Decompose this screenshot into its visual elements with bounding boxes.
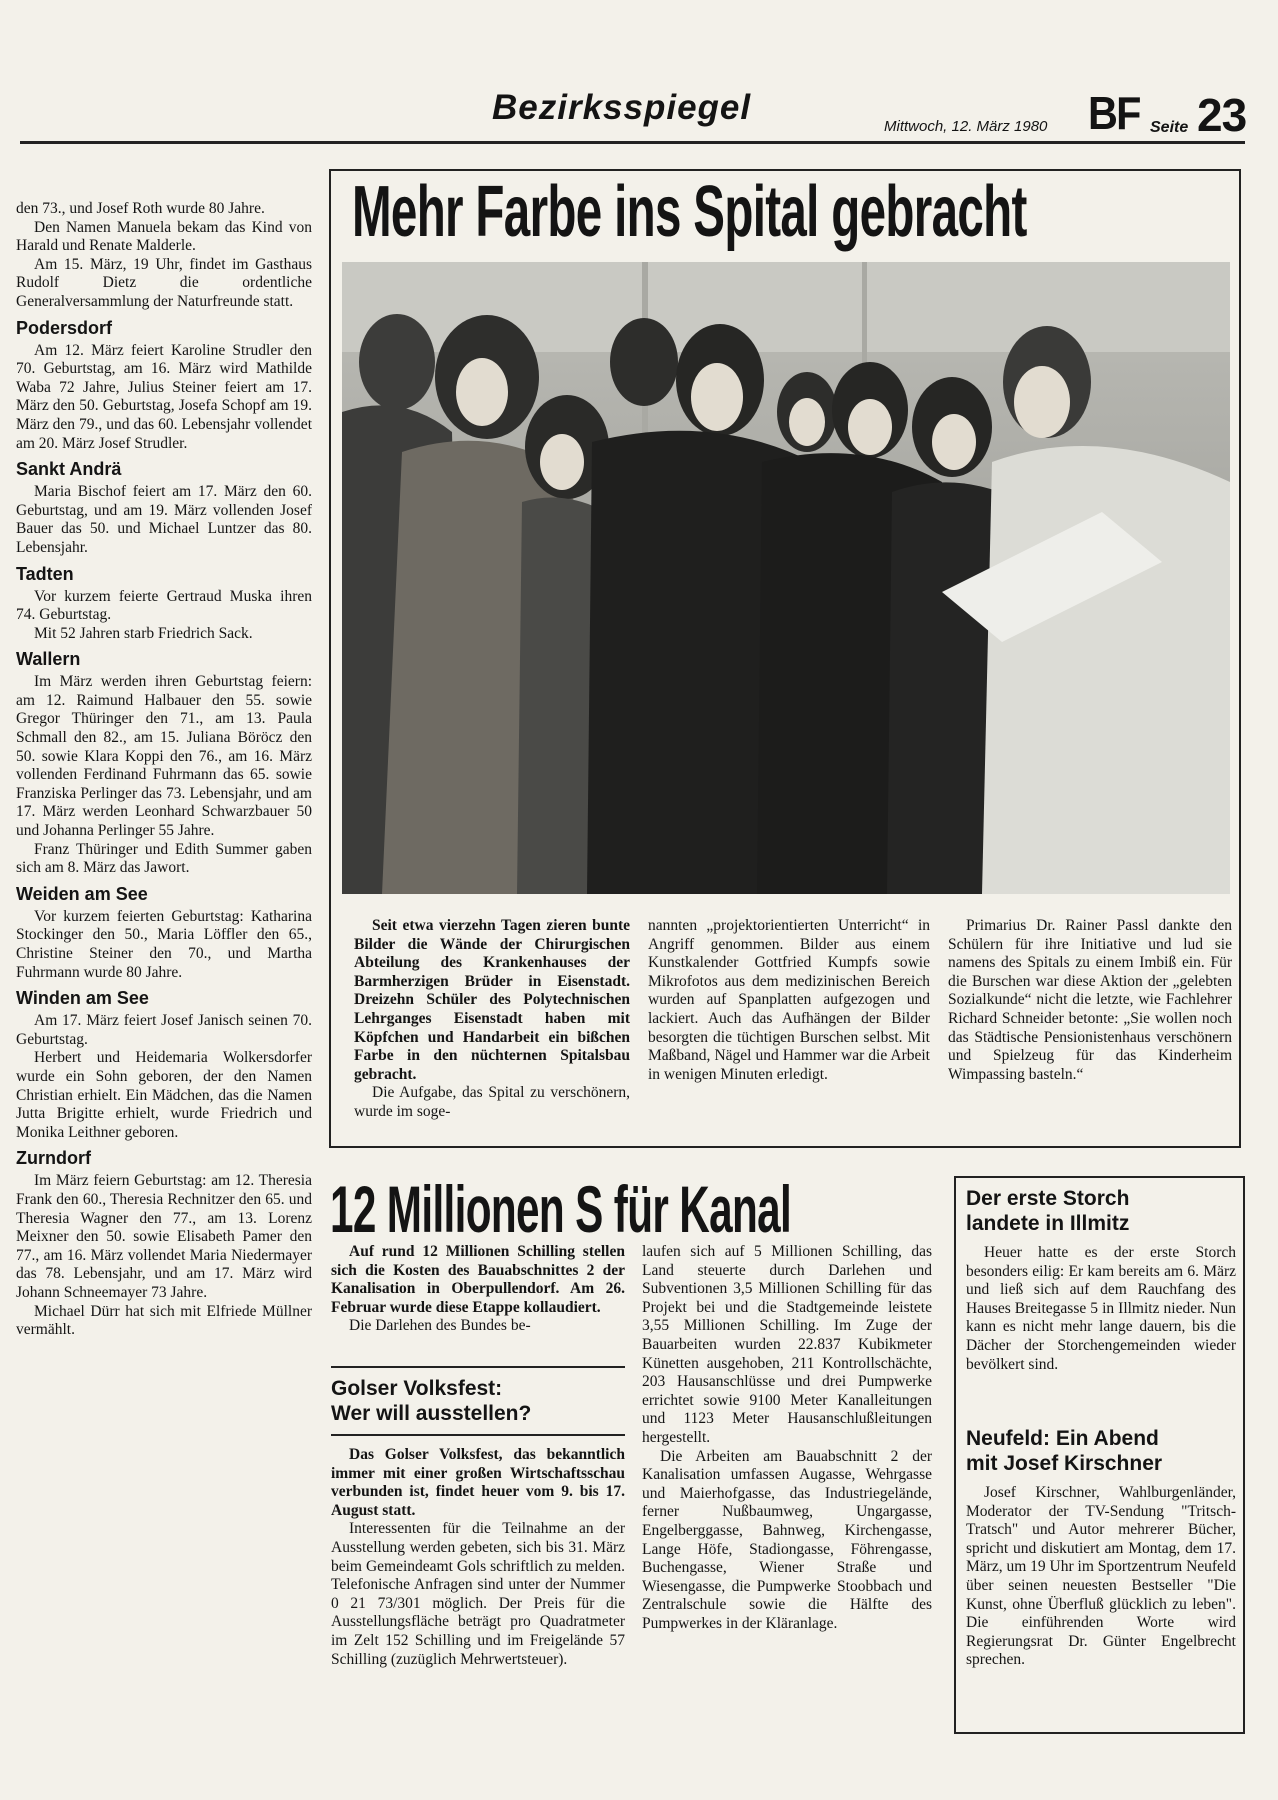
volksfest-headline-rule — [331, 1434, 625, 1436]
tadten-paragraph: Vor kurzem feierte Gertraud Muska ihren 74. Geburtstag. — [16, 587, 312, 624]
group-photo-icon — [342, 262, 1230, 894]
zurndorf-paragraph: Michael Dürr hat sich mit Elfriede Müllner vermählt. — [16, 1302, 312, 1339]
spital-lead: Seit etwa vierzehn Tagen zieren bunte Bilder die Wände der Chirurgischen Abteilung des Krankenhauses der Barmherzigen Brüder in Eisenstadt. Dreizehn Schüler des Polytechnischen Lehrganges Eisenstadt haben mit Köpfchen und Handarbeit ein bißchen Farbe in den nüchternen Spitalsbau gebracht. — [354, 917, 630, 1083]
kanal-column-1 — [331, 1243, 625, 1353]
kanal-body: Die Arbeiten am Bauabschnitt 2 der Kanalisation umfassen Augasse, Wehrgasse und Maierhofgasse, das Industriegelände, ferner Nußbaumweg, Ungargasse, Engelberggasse, Bahnweg, Kirchengasse, Lange Höfe, Stadiongasse, Föhrengasse, Buchengasse, Wiener Straße und Wiesengasse, die Pumpwerke Stoobbach und Zentralschule sowie die Hälfte des Pumpwerkes in der Kläranlage. — [642, 1447, 932, 1632]
subhead-weiden: Weiden am See — [16, 883, 148, 904]
neufeld-headline: Neufeld: Ein Abend mit Josef Kirschner — [966, 1427, 1163, 1475]
spital-body: Primarius Dr. Rainer Passl dankte den Schülern für ihre Initiative und lud sie namens des Spitals zu einem Imbiß ein. Für die Burschen war diese Aktion der „gelebten Sozialkunde“ nicht die letzte, wie Fachlehrer Richard Schneider betonte: „Sie wollen noch das Städtische Pensionistenhaus verschönern und Spielzeug für das Kinderheim Wimpassing basteln.“ — [948, 917, 1232, 1083]
intro-paragraph: den 73., und Josef Roth wurde 80 Jahre. — [16, 200, 265, 217]
subhead-sankt-andrae: Sankt Andrä — [16, 459, 122, 480]
neufeld-article — [966, 1426, 1236, 1726]
volksfest-top-rule — [331, 1366, 625, 1368]
subhead-tadten: Tadten — [16, 563, 74, 584]
storch-article — [966, 1186, 1236, 1416]
tadten-paragraph: Mit 52 Jahren starb Friedrich Sack. — [34, 624, 253, 642]
spital-body: Die Aufgabe, das Spital zu verschönern, wurde im soge- — [354, 1084, 630, 1120]
spital-column-2 — [648, 917, 930, 1137]
zurndorf-paragraph: Im März feiern Geburtstag: am 12. Theresia Frank den 60., Theresia Rechnitzer den 65. und Theresia Wagner den 77., am 13. Lorenz Meixner den 50. sowie Elisabeth Pamer den 77., am 16. März vollendet Maria Niedermayer das 78. Lebensjahr, und am 17. März wird Johann Schneemayer 73 Jahre. — [16, 1172, 312, 1301]
intro-paragraph: Am 15. März, 19 Uhr, findet im Gasthaus Rudolf Dietz die ordentliche Generalversammlung der Naturfreunde statt. — [16, 255, 312, 310]
subhead-winden: Winden am See — [16, 988, 149, 1009]
sankt-andrae-paragraph: Maria Bischof feiert am 17. März den 60. Geburtstag, und am 19. März vollenden Josef Bauer das 50. und Michael Luntzer das 80. Lebensjahr. — [16, 483, 312, 556]
storch-headline: Der erste Storch landete in Illmitz — [966, 1187, 1130, 1235]
wallern-paragraph: Im März werden ihren Geburtstag feiern: am 12. Raimund Halbauer den 55. sowie Gregor Thüringer den 71., am 13. Paula Schmall den 82., am 15. Juliana Böröcz den 50. sowie Klara Koppi den 76., am 16. März vollenden Ferdinand Fuhrmann das 65. sowie Franziska Perlinger das 73. Lebensjahr, und am 17. März werden Leonhard Schwarzbauer 50 und Johanna Perlinger 55 Jahre. — [16, 673, 312, 840]
subhead-wallern: Wallern — [16, 649, 81, 670]
volksfest-headline: Golser Volksfest: Wer will ausstellen? — [331, 1377, 532, 1425]
subhead-podersdorf: Podersdorf — [16, 317, 113, 338]
masthead — [0, 0, 1278, 150]
storch-body: Heuer hatte es der erste Storch besonders eilig: Er kam bereits am 6. März und ließ sich auf dem Rauchfang des Hauses Breitegasse 5 in Illmitz nieder. Nun kann es nicht mehr lange dauern, bis die Dächer der Storchengemeinden wieder bevölkert sind. — [966, 1244, 1236, 1373]
winden-paragraph: Herbert und Heidemaria Wolkersdorfer wurde ein Sohn geboren, der den Namen Christian erhielt. Ein Mädchen, das die Namen Jutta Brigitte erhielt, wurde Friedrich und Monika Leithner geboren. — [16, 1049, 312, 1141]
section-title: Bezirksspiegel — [492, 88, 752, 127]
left-column — [16, 200, 312, 1780]
intro-paragraph: Den Namen Manuela bekam das Kind von Harald und Renate Malderle. — [16, 218, 312, 255]
group-photo — [342, 262, 1230, 894]
page-number: 23 — [1197, 89, 1247, 141]
spital-column-3 — [948, 917, 1232, 1137]
spital-body: nannten „projektorientierten Unterricht“ in Angriff genommen. Bilder aus einem Kunstkalender Gottfried Kumpfs sowie Mikrofotos aus dem medizinischen Bereich wurden auf Spanplatten aufgezogen und lackiert. Auch das Aufhängen der Bilder besorgten die tüchtigen Burschen selbst. Mit Maßband, Nägel und Hammer war die Arbeit in wenigen Minuten erledigt. — [648, 917, 930, 1083]
spital-headline: Mehr Farbe ins Spital gebracht — [352, 172, 1027, 252]
kanal-body: Die Darlehen des Bundes be- — [349, 1317, 531, 1335]
kanal-body: laufen sich auf 5 Millionen Schilling, das Land steuerte durch Darlehen und Subventionen 3,5 Millionen Schilling für das Projekt bei und die Stadtgemeinde leistete 3,55 Millionen Schilling. Im Zuge der Bauarbeiten wurden 22.837 Kubikmeter Künetten ausgehoben, 211 Kontrollschächte, 203 Hausanschlüsse und drei Pumpwerke errichtet sowie 9100 Meter Kanalleitungen und 1123 Meter Hausanschlußleitungen hergestellt. — [642, 1243, 932, 1446]
spital-column-1 — [354, 917, 630, 1137]
kanal-headline: 12 Millionen S für Kanal — [330, 1172, 792, 1246]
page-label: Seite — [1150, 119, 1189, 136]
winden-paragraph: Am 17. März feiert Josef Janisch seinen 70. Geburtstag. — [16, 1012, 312, 1048]
subhead-zurndorf: Zurndorf — [16, 1148, 91, 1169]
volksfest-body: Interessenten für die Teilnahme an der Ausstellung werden gebeten, sich bis 31. März beim Gemeindeamt Gols schriftlich zu melden. Telefonische Anfragen sind unter der Nummer 0 21 73/301 möglich. Der Preis für die Ausstellungsfläche beträgt pro Quadratmeter im Zelt 152 Schilling und im Freigelände 57 Schilling (zuzüglich Mehrwertsteuer). — [331, 1520, 625, 1668]
volksfest-lead: Das Golser Volksfest, das bekanntlich immer mit einer großen Wirtschaftsschau verbunden ist, findet heuer vom 9. bis 17. August statt. — [331, 1446, 625, 1519]
weiden-paragraph: Vor kurzem feierten Geburtstag: Katharina Stockinger den 50., Maria Löffler den 65., Christine Steiner den 70., und Martha Fuhrmann wurde 80 Jahre. — [16, 907, 312, 981]
kanal-column-2 — [642, 1243, 932, 1783]
newspaper-logo: BF — [1088, 87, 1140, 139]
wallern-paragraph: Franz Thüringer und Edith Summer gaben sich am 8. März das Jawort. — [16, 840, 312, 877]
podersdorf-paragraph: Am 12. März feiert Karoline Strudler den 70. Geburtstag, am 16. März wird Mathilde Waba 72 Jahre, Julius Steiner feiert am 17. März den 50. Geburtstag, Josefa Schopf am 19. März den 79., und das 60. Lebensjahr vollendet am 20. März Josef Strudler. — [16, 341, 312, 452]
masthead-rule — [20, 141, 1245, 144]
neufeld-body: Josef Kirschner, Wahlburgenländer, Moderator der TV-Sendung "Tritsch-Tratsch" und Autor mehrerer Bücher, spricht und diskutiert am Montag, dem 17. März, um 19 Uhr im Sportzentrum Neufeld über seinen neuesten Bestseller "Die Kunst, ohne Überfluß glücklich zu leben". Die einführenden Worte wird Regierungsrat Dr. Günter Engelbrecht sprechen. — [966, 1484, 1236, 1669]
volksfest-article — [331, 1376, 625, 1776]
kanal-lead: Auf rund 12 Millionen Schilling stellen sich die Kosten des Bauabschnittes 2 der Kanalisation in Oberpullendorf. Am 26. Februar wurde diese Etappe kollaudiert. — [331, 1243, 625, 1316]
issue-date: Mittwoch, 12. März 1980 — [884, 118, 1048, 135]
